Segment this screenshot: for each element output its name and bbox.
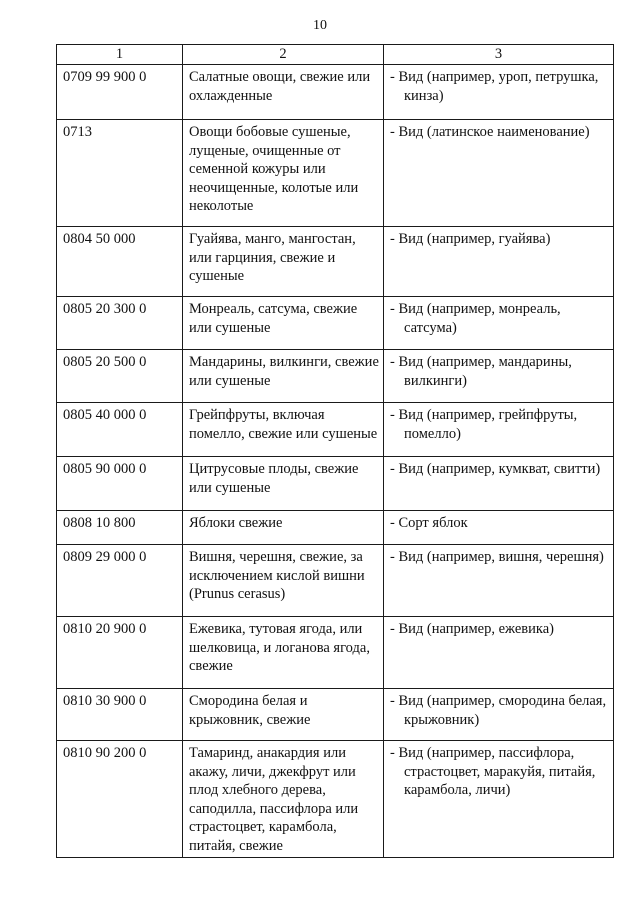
column-header-3: 3 (384, 45, 614, 65)
table-row (57, 227, 614, 297)
attribute-text: - Вид (например, монреаль, сатсума) (390, 301, 561, 336)
table-row (57, 511, 614, 545)
attribute-text: - Вид (например, смородина белая, крыжовник) (390, 693, 607, 728)
attribute-text: - Вид (например, гуайява) (390, 231, 551, 247)
product-attribute (384, 457, 614, 511)
tnved-code: 0808 10 800 (57, 511, 183, 545)
table-row (57, 120, 614, 227)
product-name: Салатные овощи, свежие или охлажденные (183, 65, 384, 120)
tnved-code: 0809 29 000 0 (57, 545, 183, 617)
table-row (57, 65, 614, 120)
table-header-row (57, 45, 614, 65)
tnved-code: 0810 30 900 0 (57, 689, 183, 741)
table-row (57, 545, 614, 617)
table-row (57, 297, 614, 350)
product-attribute (384, 403, 614, 457)
tnved-code: 0709 99 900 0 (57, 65, 183, 120)
attribute-text: - Вид (например, мандарины, вилкинги) (390, 354, 572, 389)
product-table (56, 44, 614, 858)
attribute-text: - Вид (латинское наименование) (390, 124, 590, 140)
product-attribute (384, 65, 614, 120)
table-row (57, 457, 614, 511)
attribute-text: - Вид (например, уроп, петрушка, кинза) (390, 69, 599, 104)
attribute-text: - Вид (например, пассифлора, страстоцвет, маракуйя, питайя, карамбола, личи) (390, 745, 596, 798)
tnved-code: 0810 20 900 0 (57, 617, 183, 689)
tnved-code: 0805 40 000 0 (57, 403, 183, 457)
product-attribute (384, 227, 614, 297)
table-row (57, 741, 614, 858)
product-name: Смородина белая и крыжовник, свежие (183, 689, 384, 741)
tnved-code: 0805 90 000 0 (57, 457, 183, 511)
column-header-1: 1 (57, 45, 183, 65)
tnved-code: 0804 50 000 (57, 227, 183, 297)
product-name: Мандарины, вилкинги, свежие или сушеные (183, 350, 384, 403)
product-attribute (384, 689, 614, 741)
product-name: Гуайява, манго, мангостан, или гарциния, свежие и сушеные (183, 227, 384, 297)
product-name: Тамаринд, анакардия или акажу, личи, джекфрут или плод хлебного дерева, саподилла, пассифлора или страстоцвет, карамбола, питайя, свежие (183, 741, 384, 858)
product-name: Ежевика, тутовая ягода, или шелковица, и логанова ягода, свежие (183, 617, 384, 689)
product-attribute (384, 297, 614, 350)
product-attribute (384, 617, 614, 689)
table-row (57, 403, 614, 457)
tnved-code: 0810 90 200 0 (57, 741, 183, 858)
attribute-text: - Сорт яблок (390, 515, 468, 531)
attribute-text: - Вид (например, ежевика) (390, 621, 554, 637)
product-attribute (384, 741, 614, 858)
product-name: Овощи бобовые сушеные, лущеные, очищенные от семенной кожуры или неочищенные, колотые или неколотые (183, 120, 384, 227)
column-header-2: 2 (183, 45, 384, 65)
tnved-code: 0805 20 500 0 (57, 350, 183, 403)
product-attribute (384, 545, 614, 617)
product-attribute (384, 511, 614, 545)
attribute-text: - Вид (например, кумкват, свитти) (390, 461, 601, 477)
tnved-code: 0805 20 300 0 (57, 297, 183, 350)
tnved-code: 0713 (57, 120, 183, 227)
product-name: Цитрусовые плоды, свежие или сушеные (183, 457, 384, 511)
table-row (57, 689, 614, 741)
product-name: Монреаль, сатсума, свежие или сушеные (183, 297, 384, 350)
page-number: 10 (313, 18, 327, 33)
table-row (57, 350, 614, 403)
product-name: Грейпфруты, включая помелло, свежие или сушеные (183, 403, 384, 457)
product-name: Вишня, черешня, свежие, за исключением кислой вишни (Prunus cerasus) (183, 545, 384, 617)
product-attribute (384, 350, 614, 403)
table-row (57, 617, 614, 689)
attribute-text: - Вид (например, грейпфруты, помелло) (390, 407, 578, 442)
product-name: Яблоки свежие (183, 511, 384, 545)
attribute-text: - Вид (например, вишня, черешня) (390, 549, 604, 565)
product-attribute (384, 120, 614, 227)
